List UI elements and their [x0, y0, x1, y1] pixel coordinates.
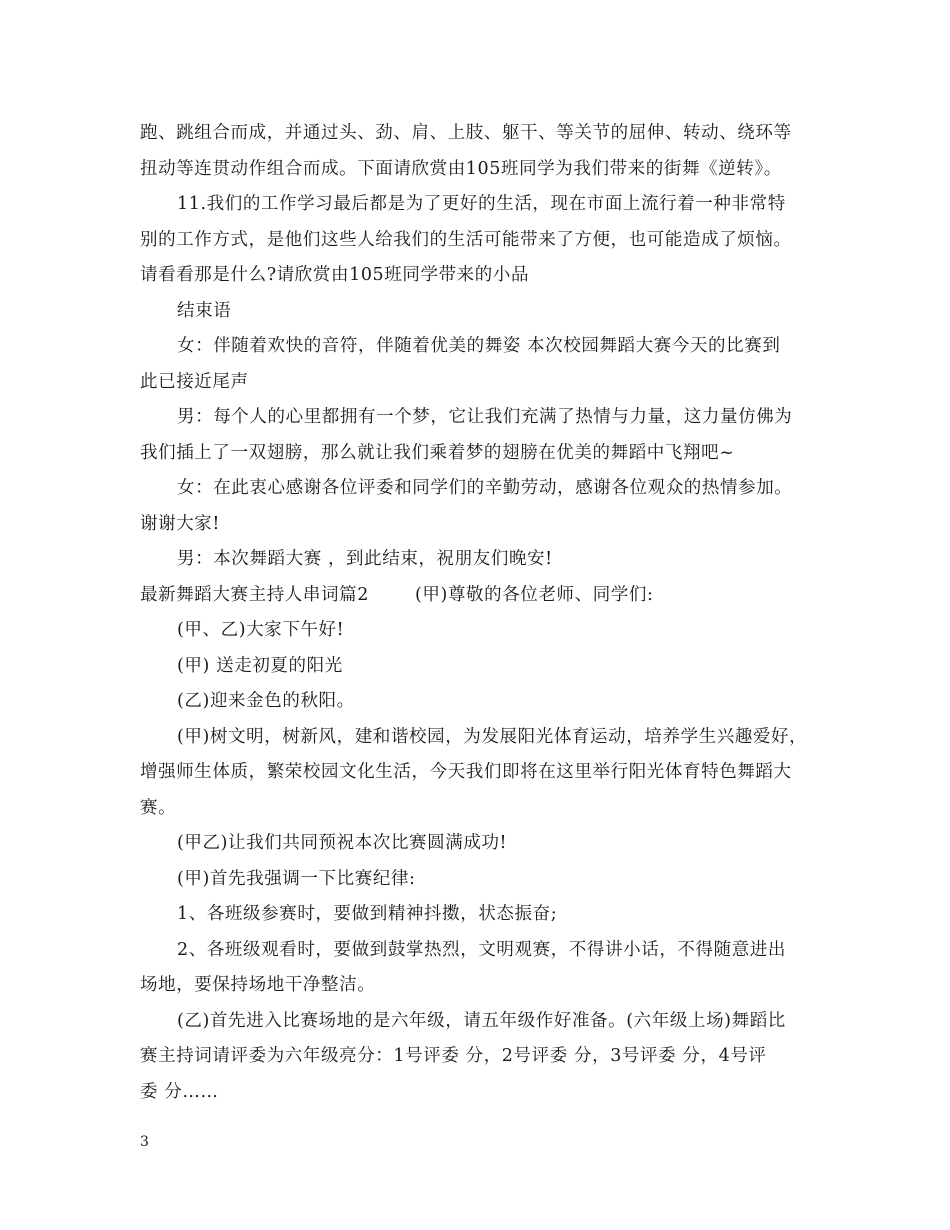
list-item: 1、各班级参赛时，要做到精神抖擞，状态振奋;	[177, 904, 558, 924]
text-line: 赛主持词请评委为六年级亮分：1号评委 分，2号评委 分，3号评委 分，4号评	[140, 1046, 767, 1066]
text-line: (甲)首先我强调一下比赛纪律:	[177, 868, 416, 889]
page-number: 3	[140, 1134, 149, 1150]
text-line: 我们插上了一双翅膀，那么就让我们乘着梦的翅膀在优美的舞蹈中飞翔吧~	[140, 442, 735, 463]
text-line: (甲乙)让我们共同预祝本次比赛圆满成功!	[177, 833, 508, 853]
text-line: (甲、乙)大家下午好!	[177, 620, 345, 640]
text-line: 谢谢大家!	[140, 513, 221, 534]
text-line: (甲)尊敬的各位老师、同学们:	[414, 584, 654, 605]
text-line: 男：本次舞蹈大赛 ，到此结束，祝朋友们晚安!	[177, 549, 553, 569]
list-item: 2、各班级观看时，要做到鼓掌热烈，文明观赛，不得讲小话，不得随意进出	[177, 939, 787, 960]
text-line: 扭动等连贯动作组合而成。下面请欣赏由105班同学为我们带来的街舞《逆转》。	[140, 158, 782, 179]
text-line: (乙)首先进入比赛场地的是六年级，请五年级作好准备。(六年级上场)舞蹈比	[177, 1010, 786, 1031]
text-line: 男：每个人的心里都拥有一个梦，它让我们充满了热情与力量，这力量仿佛为	[177, 407, 793, 427]
article-title-line	[140, 578, 820, 614]
text-line: 别的工作方式，是他们这些人给我们的生活可能带来了方便，也可能造成了烦恼。	[140, 229, 792, 250]
text-line: 女：伴随着欢快的音符，伴随着优美的舞姿 本次校园舞蹈大赛今天的比赛到	[177, 336, 781, 356]
text-line: 增强师生体质，繁荣校园文化生活，今天我们即将在这里举行阳光体育特色舞蹈大	[140, 762, 792, 782]
text-line: 女：在此衷心感谢各位评委和同学们的辛勤劳动，感谢各位观众的热情参加。	[177, 478, 793, 498]
text-line: 委 分……	[140, 1081, 219, 1102]
text-line: 赛。	[140, 797, 177, 818]
text-line: (乙)迎来金色的秋阳。	[177, 691, 355, 711]
text-line: 此已接近尾声	[140, 371, 249, 392]
text-line: 请看看那是什么?请欣赏由105班同学带来的小品	[140, 265, 530, 285]
text-line: (甲)树文明，树新风，建和谐校园，为发展阳光体育运动，培养学生兴趣爱好，	[177, 726, 808, 747]
text-line: 跑、跳组合而成，并通过头、劲、肩、上肢、躯干、等关节的屈伸、转动、绕环等	[140, 123, 792, 143]
section-heading: 结束语	[177, 300, 232, 321]
text-line: 场地，要保持场地干净整洁。	[140, 975, 376, 995]
text-line: 11.我们的工作学习最后都是为了更好的生活，现在市面上流行着一种非常特	[177, 194, 786, 214]
document-body	[140, 116, 820, 1110]
text-line: (甲) 送走初夏的阳光	[177, 655, 343, 676]
article-title: 最新舞蹈大赛主持人串词篇2	[140, 584, 369, 605]
